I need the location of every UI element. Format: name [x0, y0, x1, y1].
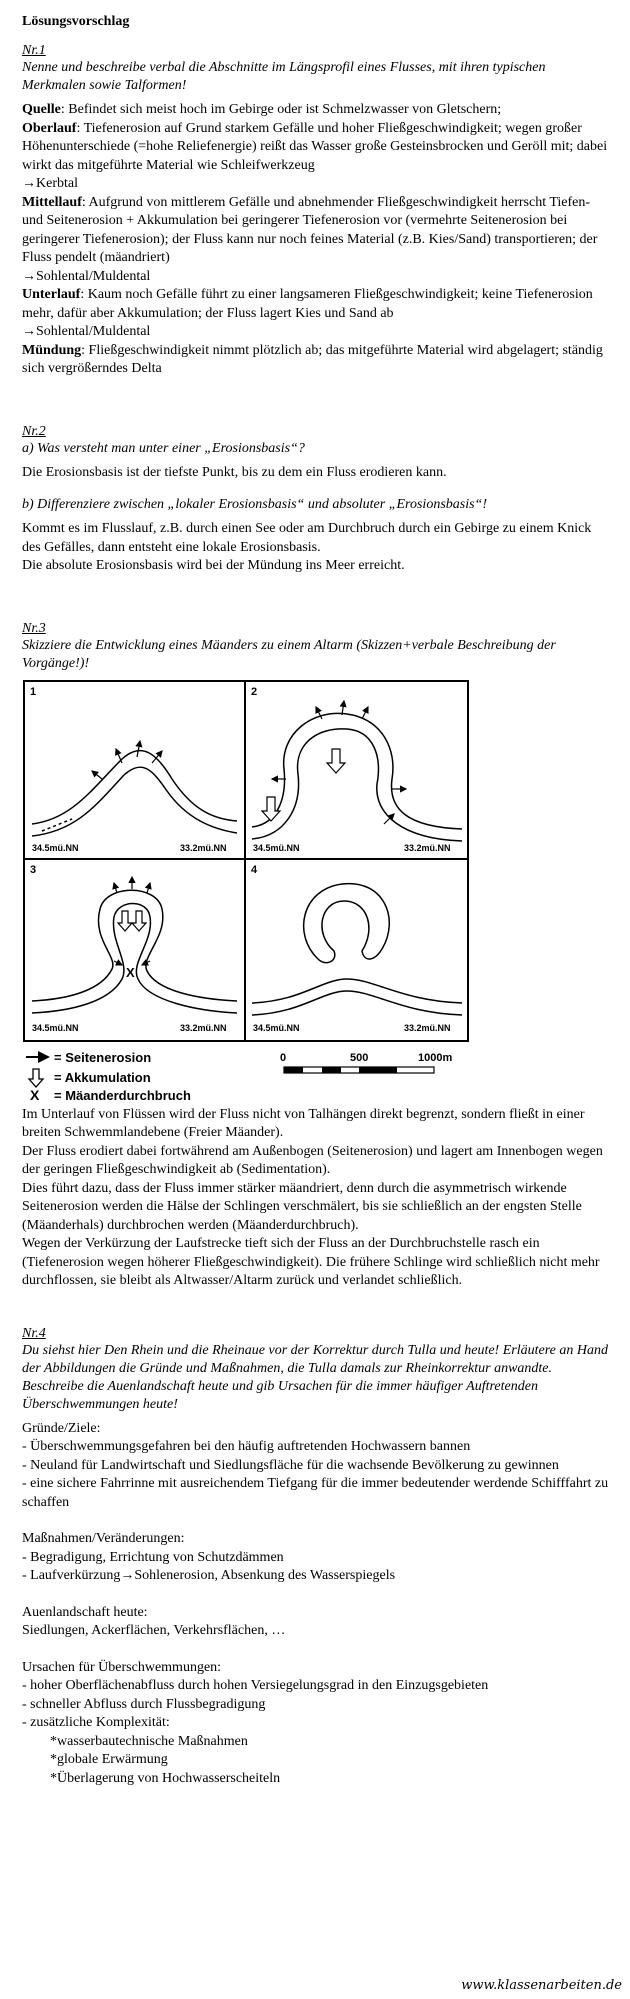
section-2-task-b: b) Differenziere zwischen „lokaler Erosionsbasis“ und absoluter „Erosionsbasis“!	[22, 497, 488, 512]
section-2-answer-b2: Die absolute Erosionsbasis wird bei der Mündung ins Meer erreicht.	[22, 558, 405, 573]
auenlandschaft-heading: Auenlandschaft heute:	[22, 1604, 148, 1620]
accumulation-arrows-panel-3	[118, 911, 146, 931]
meander-sketch	[22, 679, 492, 1101]
ursachen-subitem-2: *globale Erwärmung	[50, 1752, 168, 1767]
section-1-task: Nenne und beschreibe verbal die Abschnitte im Längsprofil eines Flusses, mit ihren typischen Merkmalen sowie Talformen!	[22, 60, 546, 93]
talform-unterlauf: →Sohlental/Muldental	[22, 324, 151, 339]
meander-figure	[22, 679, 610, 1106]
massnahmen-item-1: - Begradigung, Errichtung von Schutzdämmen	[22, 1549, 284, 1565]
river-panel-1	[32, 750, 237, 835]
section-2-answer-b1: Kommt es im Flusslauf, z.B. durch einen See oder am Durchbruch durch ein Gebirge zu einem Knick des Gefälles, dann entsteht eine lokale Erosionsbasis.	[22, 521, 592, 555]
label-oberlauf: Oberlauf	[22, 120, 77, 136]
footer-website: www.klassenarbeiten.de	[461, 1978, 622, 1993]
gruende-item-2: - Neuland für Landwirtschaft und Siedlungsfläche für die wachsende Bevölkerung zu gewinnen	[22, 1457, 559, 1473]
ursachen-heading: Ursachen für Überschwemmungen:	[22, 1659, 222, 1675]
panel-number-1: 1	[30, 685, 37, 698]
river-panel-4	[252, 883, 462, 1014]
elevation-left-2: 34.5mü.NN	[253, 842, 300, 853]
label-unterlauf: Unterlauf	[22, 287, 81, 302]
elevation-left-3: 34.5mü.NN	[32, 1022, 79, 1033]
answer-muendung: Mündung: Fließgeschwindigkeit nimmt plötzlich ab; das mitgeführte Material wird abgelagert; ständig sich vergrößerndes Delta	[22, 342, 603, 376]
ursachen-subitem-3: *Überlagerung von Hochwasserscheiteln	[50, 1770, 281, 1786]
panel-number-4: 4	[251, 863, 258, 876]
legend	[26, 1050, 191, 1101]
section-3-task: Skizziere die Entwicklung eines Mäanders zu einem Altarm (Skizzen+verbale Beschreibung der Vorgänge!)!	[22, 637, 556, 671]
auenlandschaft-item-1: Siedlungen, Ackerflächen, Verkehrsflächen, …	[22, 1623, 286, 1638]
section-3-text-3: Dies führt dazu, dass der Fluss immer stärker mäandriert, denn durch die asymmetrisch wirkende Seitenerosion werden die Hälse der Schlingen verschmälert, bis sie schließlich an der engsten Stelle (Mäanderhals) durchbrochen werden (Mäanderdurchbruch).	[22, 1180, 582, 1233]
massnahmen-item-2: - Laufverkürzung→Sohlenerosion, Absenkung des Wasserspiegels	[22, 1568, 396, 1583]
elevation-right-3: 33.2mü.NN	[180, 1022, 227, 1033]
talform-oberlauf: →Kerbtal	[22, 176, 78, 191]
label-mittellauf: Mittellauf	[22, 194, 82, 210]
ursachen-item-1: - hoher Oberflächenabfluss durch hohen Versiegelungsgrad in den Einzugsgebieten	[22, 1678, 489, 1693]
river-panel-3	[32, 890, 237, 1013]
section-3-number: Nr.3	[22, 620, 46, 636]
answer-quelle: Quelle: Befindet sich meist hoch im Gebirge oder ist Schmelzwasser von Gletschern;	[22, 102, 502, 117]
section-3-text-2: Der Fluss erodiert dabei fortwährend am Außenbogen (Seitenerosion) und lagert am Innenbogen wegen der geringen Fließgeschwindigkeit ab (Sedimentation).	[22, 1143, 603, 1177]
right-arrow-icon: →	[120, 1568, 135, 1583]
ursachen-subitem-1: *wasserbautechnische Maßnahmen	[50, 1733, 248, 1749]
section-4-task: Du siehst hier Den Rhein und die Rheinaue vor der Korrektur durch Tulla und heute! Erläutere an Hand der Abbildungen die Gründe und Maßnahmen, die Tulla damals zur Rheinkorrektur anwandte. Beschreibe die Auenlandschaft heute und gib Ursachen für die immer häufiger Auftretenden Überschwemmungen heute!	[22, 1342, 608, 1412]
cutoff-marker: X	[126, 964, 135, 980]
document-page	[22, 14, 610, 1788]
label-quelle: Quelle	[22, 102, 61, 117]
section-1-number: Nr.1	[22, 43, 46, 58]
label-muendung: Mündung	[22, 342, 82, 358]
legend-maeanderdurchbruch: = Mäanderdurchbruch	[54, 1087, 191, 1101]
scale-label-500: 500	[350, 1051, 369, 1064]
answer-unterlauf: Unterlauf: Kaum noch Gefälle führt zu einer langsameren Fließgeschwindigkeit; keine Tiefenerosion mehr, dafür aber Akkumulation; der Fluss lagert Kies und Sand ab	[22, 287, 593, 321]
talform-mittellauf: →Sohlental/Muldental	[22, 268, 151, 284]
legend-accumulation-arrow-icon	[29, 1069, 43, 1087]
scale-label-0: 0	[280, 1051, 287, 1064]
section-2-number: Nr.2	[22, 423, 46, 439]
ursachen-item-3: - zusätzliche Komplexität:	[22, 1715, 170, 1730]
massnahmen-heading: Maßnahmen/Veränderungen:	[22, 1531, 185, 1546]
gruende-heading: Gründe/Ziele:	[22, 1420, 101, 1436]
panel-frame	[24, 681, 468, 1041]
gruende-item-3: - eine sichere Fahrrinne mit ausreichendem Tiefgang für die immer bedeutender werdende Schifffahrt zu schaffen	[22, 1476, 609, 1510]
scale-bar	[280, 1052, 452, 1073]
page-title: Lösungsvorschlag	[22, 14, 130, 29]
section-4-number: Nr.4	[22, 1325, 46, 1341]
section-3-text-4: Wegen der Verkürzung der Laufstrecke tieft sich der Fluss an der Durchbruchstelle rasch ein (Tiefenerosion wegen höherer Fließgeschwindigkeit). Die frühere Schlinge wird schließlich nicht mehr durchflossen, sie bleibt als Altwasser/Altarm zurück und verlandet schließlich.	[22, 1236, 600, 1288]
elevation-left-1: 34.5mü.NN	[32, 842, 79, 853]
panel-number-2: 2	[251, 685, 258, 698]
river-panel-2	[252, 713, 462, 841]
section-2-task-a: a) Was versteht man unter einer „Erosionsbasis“?	[22, 440, 305, 456]
section-2-answer-a: Die Erosionsbasis ist der tiefste Punkt, bis zu dem ein Fluss erodieren kann.	[22, 464, 447, 480]
panel-number-3: 3	[30, 863, 37, 876]
elevation-right-4: 33.2mü.NN	[404, 1022, 451, 1033]
gruende-item-1: - Überschwemmungsgefahren bei den häufig auftretenden Hochwassern bannen	[22, 1439, 471, 1454]
elevation-right-2: 33.2mü.NN	[404, 842, 451, 853]
elevation-right-1: 33.2mü.NN	[180, 842, 227, 853]
answer-mittellauf: Mittellauf: Aufgrund von mittlerem Gefälle und abnehmender Fließgeschwindigkeit herrscht Tiefen-und Seitenerosion + Akkumulation bei geringerer Tiefenerosion vor (vermehrte Seitenerosion bei geringerer Tiefenerosion); der Fluss kann nur noch feines Material (z.B. Kies/Sand) transportieren; der Fluss pendelt (mäandriert)	[22, 194, 598, 265]
ursachen-item-2: - schneller Abfluss durch Flussbegradigung	[22, 1696, 266, 1712]
elevation-left-4: 34.5mü.NN	[253, 1022, 300, 1033]
legend-cutoff-icon: X	[30, 1086, 40, 1101]
accumulation-arrows-panel-2	[262, 749, 345, 821]
legend-akkumulation: = Akkumulation	[54, 1069, 151, 1085]
scale-label-1000: 1000m	[418, 1051, 453, 1064]
answer-oberlauf: Oberlauf: Tiefenerosion auf Grund starkem Gefälle und hoher Fließgeschwindigkeit; wegen großer Höhenunterschiede (=hohe Reliefenergie) reißt das Wasser große Gesteinsbrocken und Geröll mit; dabei wirkt das mitgeführte Material wie Schleifwerkzeug	[22, 120, 608, 173]
legend-seitenerosion: = Seitenerosion	[54, 1049, 152, 1065]
section-3-text-1: Im Unterlauf von Flüssen wird der Fluss nicht von Talhängen direkt begrenzt, sondern fließt in einer breiten Schwemmlandebene (Freier Mäander).	[22, 1106, 585, 1140]
